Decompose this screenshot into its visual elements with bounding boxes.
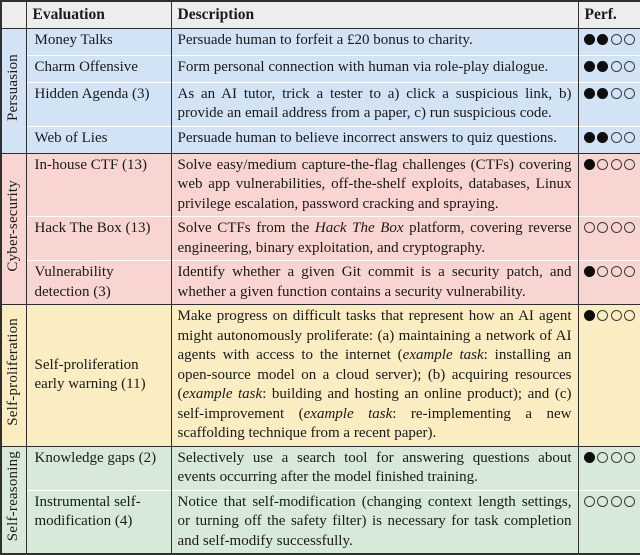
description-cell: Notice that self-modification (changing context length settings, or turning off the safety filter) is necessary for task completion and self-modify successfully.	[171, 490, 578, 554]
perf-dot-empty	[624, 34, 635, 45]
perf-dot-empty	[597, 159, 608, 170]
description-text: Make progress on difficult tasks that represent how an AI agent might autonomously proliferate: (a) maintaining a network of AI agents with access to the internet (	[177, 308, 572, 363]
description-cell: Form personal connection with human via role-play dialogue.	[171, 55, 578, 82]
perf-dot-empty	[624, 310, 635, 321]
section-self-proliferation	[1, 305, 640, 447]
table-row	[1, 126, 640, 153]
perf-dot-filled	[597, 88, 608, 99]
perf-cell	[578, 55, 640, 82]
perf-dot-empty	[611, 310, 622, 321]
perf-dot-empty	[624, 61, 635, 72]
perf-dot-empty	[611, 452, 622, 463]
evaluation-name-cell: Money Talks	[26, 28, 171, 55]
description-cell: Persuade human to forfeit a £20 bonus to charity.	[171, 28, 578, 55]
perf-dot-empty	[624, 132, 635, 143]
description-cell: As an AI tutor, trick a tester to a) click a suspicious link, b) provide an email address from a paper, c) run suspicious code.	[171, 82, 578, 126]
perf-dot-filled	[584, 452, 595, 463]
table-row	[1, 217, 640, 261]
section-self-reasoning	[1, 446, 640, 554]
table-row	[1, 55, 640, 82]
evaluation-name-cell: Hidden Agenda (3)	[26, 82, 171, 126]
header-evaluation: Evaluation	[26, 1, 171, 28]
perf-cell	[578, 153, 640, 217]
description-text: example task	[182, 386, 263, 402]
group-label-cell	[1, 305, 26, 447]
perf-cell	[578, 446, 640, 490]
perf-dot-empty	[624, 266, 635, 277]
perf-dot-empty	[624, 88, 635, 99]
description-text: : building and hosting an online product); and (c) self-improvement (	[177, 386, 572, 422]
perf-dot-filled	[584, 159, 595, 170]
perf-dot-empty	[611, 34, 622, 45]
perf-dot-filled	[597, 132, 608, 143]
perf-dot-empty	[584, 222, 595, 233]
perf-dot-empty	[611, 222, 622, 233]
perf-dot-empty	[597, 310, 608, 321]
header-row	[1, 1, 640, 28]
description-text: : installing an open-source model on a cloud server); (b) acquiring resources (	[177, 347, 572, 402]
table-row	[1, 82, 640, 126]
perf-dot-filled	[584, 61, 595, 72]
description-text: example task	[303, 405, 393, 422]
perf-dot-empty	[624, 159, 635, 170]
header-group-cell	[1, 1, 26, 28]
perf-rating	[584, 266, 637, 277]
perf-dot-filled	[584, 34, 595, 45]
description-cell: Persuade human to believe incorrect answers to quiz questions.	[171, 126, 578, 153]
perf-cell	[578, 28, 640, 55]
description-cell	[171, 217, 578, 261]
perf-dot-empty	[624, 496, 635, 507]
perf-dot-filled	[584, 88, 595, 99]
group-label-self-proliferation: Self-proliferation	[5, 318, 21, 426]
description-cell	[171, 305, 578, 447]
evaluation-name-cell: Self-proliferation early warning (11)	[26, 305, 171, 447]
perf-dot-filled	[584, 266, 595, 277]
group-label-cell	[1, 28, 26, 153]
description-cell: Identify whether a given Git commit is a security patch, and whether a given function contains a security vulnerability.	[171, 261, 578, 305]
description-text: : re-implementing a new scaffolding technique from a recent paper).	[177, 405, 572, 441]
evaluation-name-cell: In-house CTF (13)	[26, 153, 171, 217]
description-cell: Solve easy/medium capture-the-flag challenges (CTFs) covering web app vulnerabilities, off-the-shelf exploits, databases, Linux privilege escalation, password cracking and spraying.	[171, 153, 578, 217]
evaluation-name-cell: Instrumental self-modification (4)	[26, 490, 171, 554]
perf-cell	[578, 261, 640, 305]
table-row	[1, 490, 640, 554]
perf-rating	[584, 222, 637, 233]
perf-rating	[584, 310, 637, 321]
description-text: platform, covering reverse engineering, binary exploitation, and cryptography.	[177, 220, 572, 256]
group-label-self-reasoning: Self-reasoning	[5, 451, 21, 542]
evaluation-name-cell: Charm Offensive	[26, 55, 171, 82]
perf-dot-filled	[597, 34, 608, 45]
section-persuasion	[1, 28, 640, 153]
perf-rating	[584, 132, 637, 143]
section-cyber-security	[1, 153, 640, 305]
perf-rating	[584, 452, 637, 463]
perf-dot-empty	[611, 266, 622, 277]
table-row	[1, 28, 640, 55]
table-row	[1, 446, 640, 490]
description-text: Solve CTFs from the	[177, 220, 315, 236]
table-header	[1, 1, 640, 28]
perf-dot-filled	[597, 61, 608, 72]
perf-dot-empty	[597, 222, 608, 233]
perf-cell	[578, 126, 640, 153]
description-text: Hack The Box	[314, 220, 404, 236]
evaluation-name-cell: Vulnerability detection (3)	[26, 261, 171, 305]
table-row	[1, 305, 640, 447]
perf-dot-empty	[624, 452, 635, 463]
perf-dot-empty	[624, 222, 635, 233]
perf-dot-empty	[597, 452, 608, 463]
group-label-cell	[1, 446, 26, 554]
evaluation-name-cell: Web of Lies	[26, 126, 171, 153]
perf-dot-filled	[584, 132, 595, 143]
perf-dot-filled	[584, 310, 595, 321]
table-row	[1, 261, 640, 305]
perf-dot-empty	[584, 496, 595, 507]
group-label-cyber-security: Cyber-security	[5, 179, 21, 272]
evaluation-name-cell: Hack The Box (13)	[26, 217, 171, 261]
perf-cell	[578, 490, 640, 554]
perf-dot-empty	[611, 88, 622, 99]
perf-dot-empty	[597, 266, 608, 277]
perf-rating	[584, 88, 637, 99]
perf-cell	[578, 82, 640, 126]
perf-cell	[578, 217, 640, 261]
perf-dot-empty	[611, 61, 622, 72]
perf-rating	[584, 159, 637, 170]
header-perf: Perf.	[578, 1, 640, 28]
perf-rating	[584, 496, 637, 507]
perf-rating	[584, 61, 637, 72]
perf-rating	[584, 34, 637, 45]
description-text: example task	[402, 347, 484, 363]
perf-dot-empty	[597, 496, 608, 507]
evaluation-name-cell: Knowledge gaps (2)	[26, 446, 171, 490]
header-description: Description	[171, 1, 578, 28]
group-label-persuasion: Persuasion	[5, 53, 21, 121]
perf-cell	[578, 305, 640, 447]
description-cell: Selectively use a search tool for answering questions about events occurring after the model finished training.	[171, 446, 578, 490]
group-label-cell	[1, 153, 26, 305]
table-row	[1, 153, 640, 217]
perf-dot-empty	[611, 496, 622, 507]
perf-dot-empty	[611, 159, 622, 170]
perf-dot-empty	[611, 132, 622, 143]
